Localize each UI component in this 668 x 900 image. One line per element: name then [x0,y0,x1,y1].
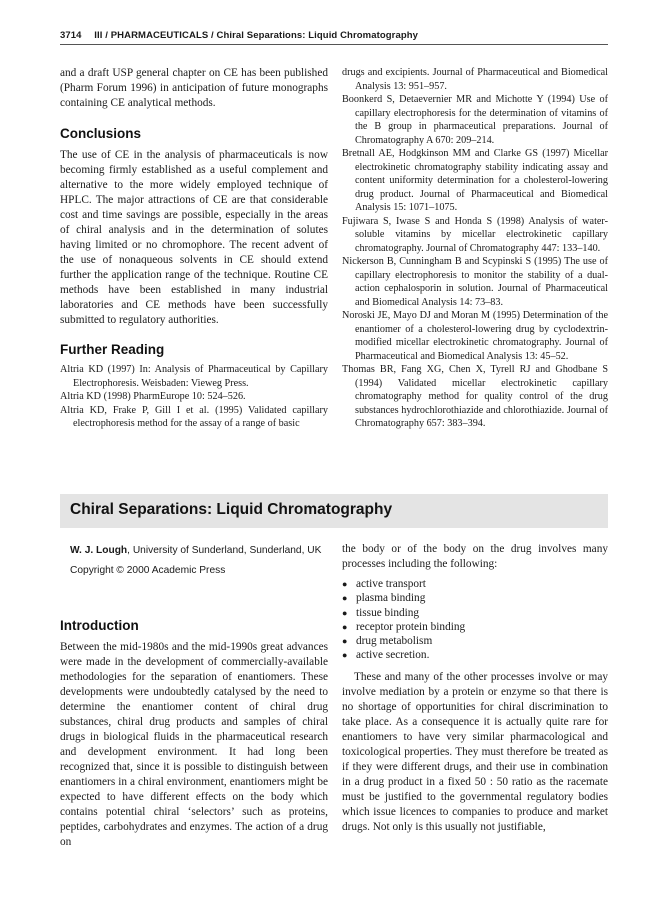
reference-item: Noroski JE, Mayo DJ and Moran M (1995) Determination of the enantiomer of a cholesterol-lowering drug by cyclodextrin-modified micellar electrokinetic chromatography. Journal of Pharmaceutical and Biomedical Analysis 13: 45–52. [342,310,608,362]
list-item: ● receptor protein binding [342,620,608,634]
list-item: ● tissue binding [342,606,608,620]
list-item: ● drug metabolism [342,634,608,648]
author-affiliation: , University of Sunderland, Sunderland, UK [127,545,322,556]
running-title: III / PHARMACEUTICALS / Chiral Separations: Liquid Chromatography [94,30,419,41]
introduction-heading: Introduction [60,618,139,633]
conclusions-paragraph: The use of CE in the analysis of pharmaceuticals is now becoming firmly established as a useful complement and alternative to the more widely employed technique of HPLC. The major attractions of CE are that considerable cost and time savings are possible, especially in the areas of chiral analysis and in the determination of solutes having limited or no chromophore. The recent advent of the use of nonaqueous solvents in CE should extend further the application range of the technique. Routine CE methods have been established in many industrial laboratories and CE methods have been successfully submitted to regulatory authorities. [60,149,328,326]
reference-list-continued [342,66,608,431]
reference-item: Altria KD, Frake P, Gill I et al. (1995) Validated capillary electrophoresis method for the assay of a range of basic [60,404,328,429]
further-reading-list [60,363,328,431]
further-reading-heading: Further Reading [60,342,165,357]
conclusions-heading: Conclusions [60,126,142,141]
reference-item: Bretnall AE, Hodgkinson MM and Clarke GS (1997) Micellar electrokinetic chromatography stability indicating assay and content uniformity determination for a cholesterol-lowering drug product. Journal of Pharmaceutical and Biomedical Analysis 15: 1071–1075. [342,148,608,213]
article-title-banner [60,494,608,528]
list-item: ● plasma binding [342,591,608,605]
introduction-paragraph: Between the mid-1980s and the mid-1990s great advances were made in the development of commercially-available methodologies for the separation of enantiomers. These developments were undoubtedly catalysed by the need to determine the enantiomer content of chiral drug substances, chiral drug products and samples of chiral drugs in biological fluids in the pharmaceutical research and development environment. It had long been recognized that, since it is possible to distinguish between enantiomers in a chiral environment, enantiomers might be expected to have different effects on the body which contains potential chiral ‘selectors’ such as proteins, peptides, carbohydrates and enzymes. The action of a drug on [60,641,328,848]
lead-paragraph: the body or of the body on the drug involves many processes including the following: [342,543,608,570]
reference-item: drugs and excipients. Journal of Pharmaceutical and Biomedical Analysis 13: 951–957. [342,67,608,92]
list-item: ● active secretion. [342,648,608,662]
process-list [342,577,608,663]
reference-item: Thomas BR, Fang XG, Chen X, Tyrell RJ and Ghodbane S (1994) Validated micellar electrokinetic capillary chromatography method for quality control of the drug substances hydrochlorothiazide and chlorothiazide. Journal of Chromatography 657: 383–394. [342,364,608,429]
reference-item: Boonkerd S, Detaevernier MR and Michotte Y (1994) Use of capillary electrophoresis for the determination of vitamins of the B group in pharmaceutical preparations. Journal of Chromatography A 670: 209–214. [342,94,608,146]
reference-item: Fujiwara S, Iwase S and Honda S (1998) Analysis of water-soluble vitamins by micellar electrokinetic capillary chromatography. Journal of Chromatography 447: 133–140. [342,215,608,254]
author-line [70,544,328,558]
left-column-top [60,66,328,431]
continuation-paragraph: and a draft USP general chapter on CE has been published (Pharm Forum 1996) in anticipation of future monographs containing CE analytical methods. [60,67,328,109]
right-column-top [342,66,608,431]
author-name: W. J. Lough [70,545,128,556]
left-column-bottom [60,618,328,850]
reference-item: Nickerson B, Cunningham B and Scypinski S (1995) The use of capillary electrophoresis to monitor the stability of a dual-action cephalosporin in solution. Journal of Pharmaceutical and Biomedical Analysis 14: 73–83. [342,256,608,308]
reference-item: Altria KD (1998) PharmEurope 10: 524–526. [60,391,246,402]
article-title: Chiral Separations: Liquid Chromatography [70,501,393,518]
discussion-paragraph: These and many of the other processes involve or may involve mediation by a protein or enzyme so that there is no shortage of opportunities for chiral discrimination to take place. As a consequence it is actually quite rare for enantiomers to have very similar pharmacological and toxicological properties. They must therefore be treated as if they were different drugs, and their use in combination in a drug product in a fixed 50 : 50 ratio as the racemate must be justified to the governmental regulatory bodies which issue licences to companies to produce and market drugs. Not only is this usually not justifiable, [342,670,608,833]
page-number: 3714 [60,30,82,41]
header-rule [60,44,608,45]
copyright-line: Copyright © 2000 Academic Press [70,565,226,576]
list-item: ● active transport [342,577,608,591]
right-column-bottom [342,542,608,835]
reference-item: Altria KD (1997) In: Analysis of Pharmaceutical by Capillary Electrophoresis. Weisbaden: Vieweg Press. [60,364,328,389]
running-header [60,30,608,41]
author-block [70,544,328,578]
